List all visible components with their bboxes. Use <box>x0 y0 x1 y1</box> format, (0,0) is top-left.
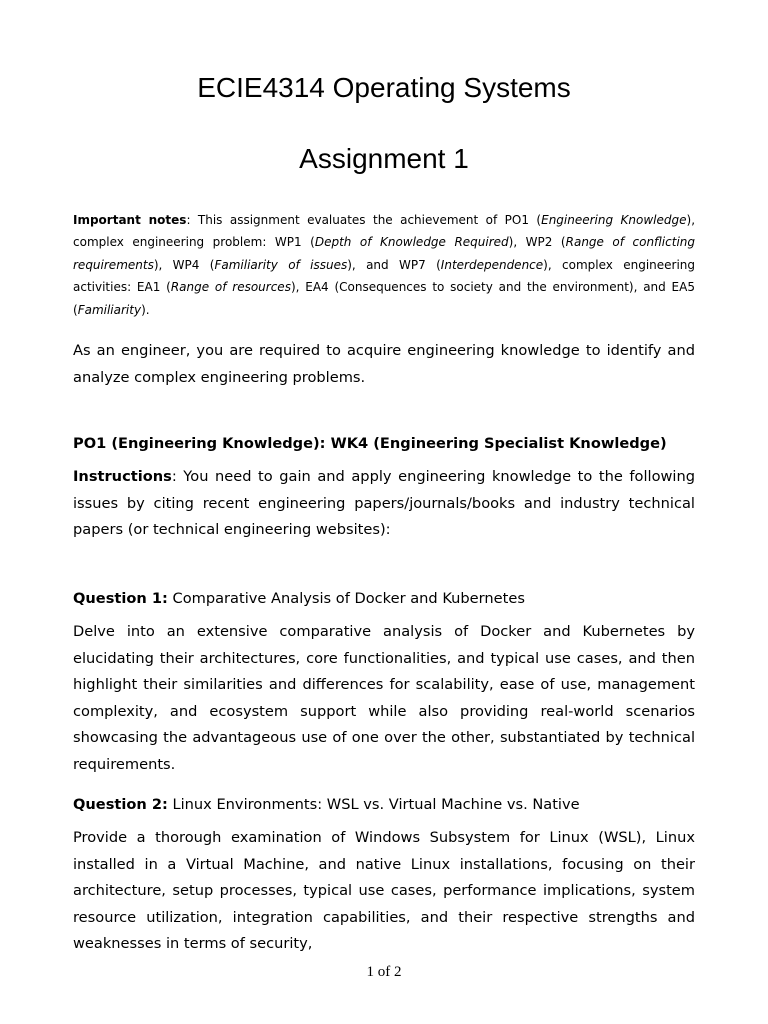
question-2-title: Linux Environments: WSL vs. Virtual Machine vs. Native <box>167 796 580 813</box>
question-2-body: Provide a thorough examination of Windows Subsystem for Linux (WSL), Linux installed in a Virtual Machine, and native Linux installations, focusing on their architecture, setup processes, typical use cases, performance implications, system resource utilization, integration capabilities, and their respective strengths and weaknesses in terms of security, <box>73 829 695 952</box>
question-1-heading <box>73 586 695 613</box>
document-title: ECIE4314 Operating Systems <box>197 72 571 103</box>
question-2-label: Question 2: <box>73 796 168 813</box>
important-notes: Important notes: This assignment evaluates the achievement of PO1 (Engineering Knowledge), complex engineering problem: WP1 (Depth of Knowledge Required), WP2 (Range of conflicting requirements), WP4 (Familiarity of issues), and WP7 (Interdependence), complex engineering activities: EA1 (Range of resources), EA4 (Consequences to society and the environment), and EA5 (Familiarity). <box>73 213 696 317</box>
instructions-label: Instructions <box>73 468 172 485</box>
question-1-label: Question 1: <box>73 590 168 607</box>
po1-heading: PO1 (Engineering Knowledge): WK4 (Engineering Specialist Knowledge) <box>73 435 667 452</box>
assignment-title: Assignment 1 <box>299 143 469 174</box>
intro-paragraph: As an engineer, you are required to acquire engineering knowledge to identify and analyze complex engineering problems. <box>73 342 695 386</box>
page-number: 1 of 2 <box>366 964 402 980</box>
question-2-heading <box>73 792 695 819</box>
instructions-paragraph: Instructions: You need to gain and apply engineering knowledge to the following issues by citing recent engineering papers/journals/books and industry technical papers (or technical engineering websites): <box>73 468 695 538</box>
question-1-title: Comparative Analysis of Docker and Kubernetes <box>167 590 525 607</box>
question-1-body: Delve into an extensive comparative analysis of Docker and Kubernetes by elucidating their architectures, core functionalities, and typical use cases, and then highlight their similarities and differences for scalability, ease of use, management complexity, and ecosystem support while also providing real-world scenarios showcasing the advantageous use of one over the other, substantiated by technical requirements. <box>73 623 695 773</box>
important-notes-label: Important notes <box>73 213 187 227</box>
